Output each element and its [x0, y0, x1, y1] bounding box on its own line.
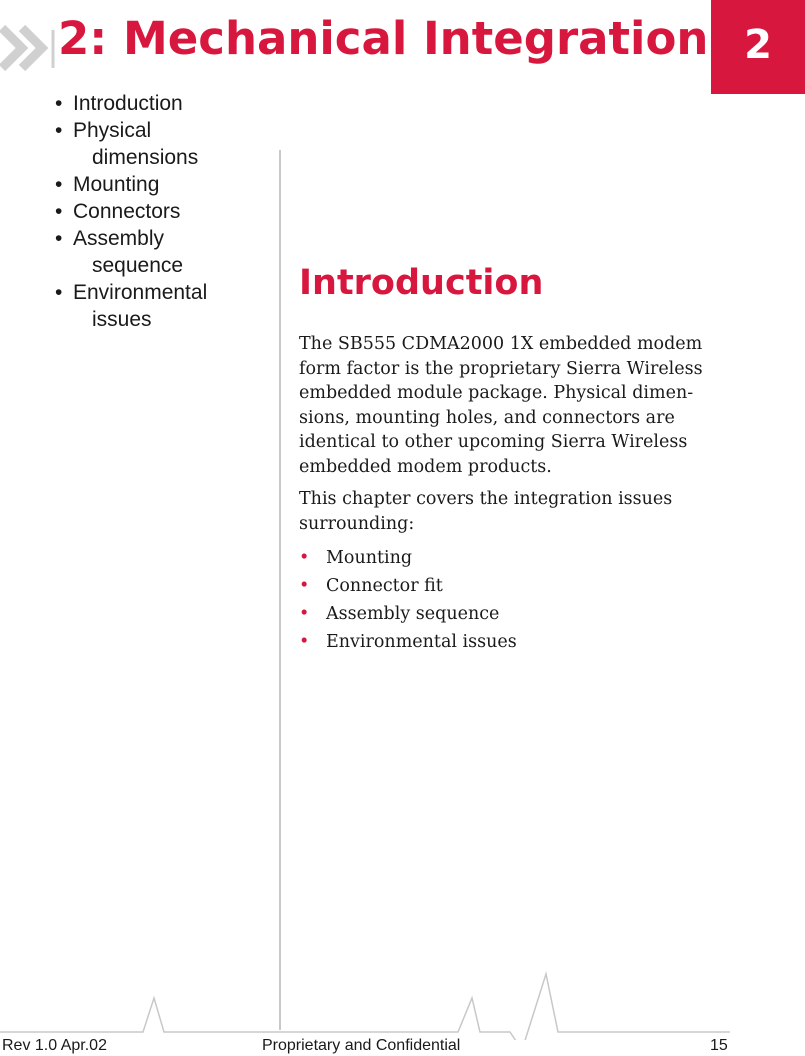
issue-label: Connector fit [326, 576, 443, 596]
chapter-number-tab: 2 [711, 0, 805, 94]
footer-pulse-line [0, 970, 805, 1040]
paragraph-line: sions, mounting holes, and connectors are [299, 407, 675, 428]
toc-item [55, 90, 275, 117]
bullet-icon: • [299, 604, 310, 624]
issue-list-item [299, 544, 719, 572]
footer-revision: Rev 1.0 Apr.02 [2, 1037, 107, 1054]
issue-label: Environmental issues [326, 632, 517, 652]
toc-bullet: • [55, 119, 63, 142]
toc-bullet: • [55, 200, 63, 223]
issue-list-item [299, 628, 719, 656]
issue-label: Assembly sequence [326, 604, 500, 624]
chapter-contents-list [55, 90, 275, 333]
toc-bullet: • [55, 173, 63, 196]
issue-label: Mounting [326, 548, 413, 568]
intro-paragraph [299, 332, 719, 479]
issue-list-item [299, 572, 719, 600]
toc-bullet: • [55, 227, 63, 250]
paragraph-line: identical to other upcoming Sierra Wireless [299, 432, 688, 452]
bullet-icon: • [299, 548, 310, 568]
toc-item-label: Introduction [73, 92, 183, 115]
paragraph-line: surrounding: [299, 513, 415, 534]
bullet-icon: • [299, 576, 310, 596]
paragraph-line: form factor is the proprietary Sierra Wireless [299, 358, 703, 379]
paragraph-line: This chapter covers the integration issues [299, 489, 673, 509]
paragraph-line: embedded module package. Physical dimen- [299, 383, 694, 403]
toc-item-label: Mounting [73, 173, 160, 196]
scope-paragraph [299, 487, 719, 536]
issue-list-item [299, 600, 719, 628]
double-chevron-icon [0, 22, 58, 74]
toc-item [55, 279, 275, 333]
toc-item-label: issues [92, 308, 152, 331]
column-divider [279, 150, 281, 1030]
chapter-title: 2: Mechanical Integration [58, 12, 709, 65]
paragraph-line: The SB555 CDMA2000 1X embedded modem [299, 334, 703, 354]
toc-item-label: Connectors [73, 200, 181, 223]
footer-confidentiality: Proprietary and Confidential [262, 1037, 461, 1054]
toc-bullet: • [55, 92, 63, 115]
toc-item [55, 117, 275, 171]
page-number: 15 [710, 1037, 728, 1054]
section-body [299, 332, 719, 656]
toc-item-label: dimensions [92, 146, 199, 169]
toc-item [55, 225, 275, 279]
toc-item [55, 198, 275, 225]
toc-bullet: • [55, 281, 63, 304]
paragraph-line: embedded modem products. [299, 456, 552, 477]
issues-list [299, 544, 719, 656]
toc-item [55, 171, 275, 198]
toc-item-label: sequence [92, 254, 184, 277]
toc-item-label: Physical [73, 119, 152, 142]
section-heading: Introduction [299, 263, 544, 303]
bullet-icon: • [299, 632, 310, 652]
toc-item-label: Environmental [73, 281, 208, 304]
toc-item-label: Assembly [73, 227, 165, 250]
